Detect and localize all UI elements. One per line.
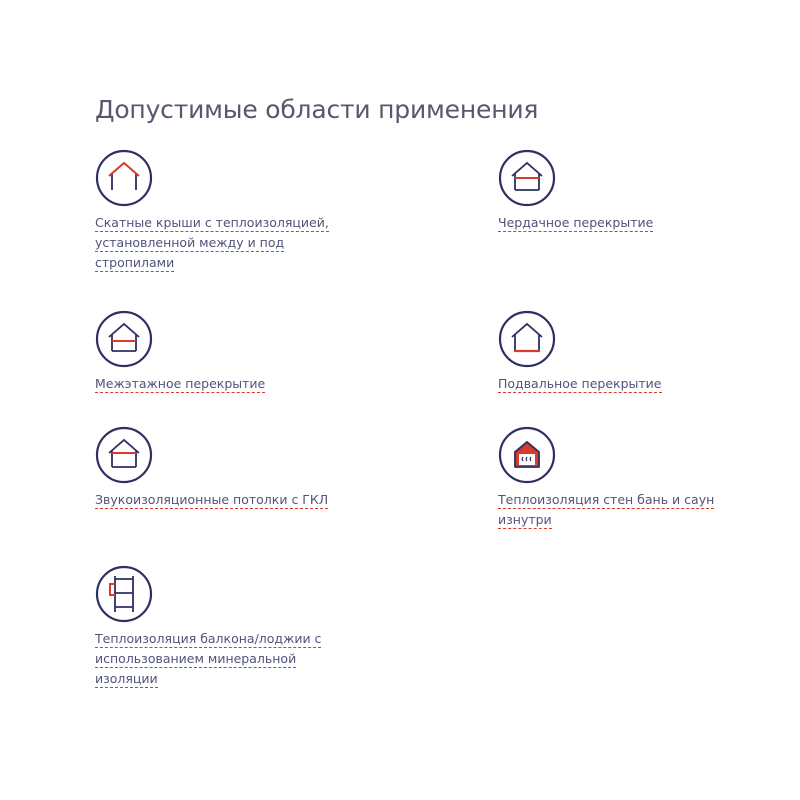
application-item-soundproof-ceiling <box>95 426 345 510</box>
application-link-balcony[interactable]: Теплоизоляция балкона/лоджии с использованием минеральной изоляции <box>95 631 322 686</box>
attic-floor-icon <box>498 149 556 207</box>
pitched-roof-icon <box>95 149 153 207</box>
application-item-interfloor-floor <box>95 310 345 394</box>
soundproof-ceiling-icon <box>95 426 153 484</box>
application-item-basement-floor <box>498 310 748 394</box>
application-link-basement-floor[interactable]: Подвальное перекрытие <box>498 376 662 391</box>
interfloor-floor-icon <box>95 310 153 368</box>
application-item-pitched-roof <box>95 149 345 273</box>
application-item-attic-floor <box>498 149 748 233</box>
application-item-sauna-walls <box>498 426 748 530</box>
balcony-icon <box>95 565 153 623</box>
page-title: Допустимые области применения <box>95 95 539 124</box>
application-link-soundproof-ceiling[interactable]: Звукоизоляционные потолки с ГКЛ <box>95 492 329 507</box>
sauna-walls-icon <box>498 426 556 484</box>
application-link-interfloor-floor[interactable]: Межэтажное перекрытие <box>95 376 266 391</box>
application-link-pitched-roof[interactable]: Скатные крыши с теплоизоляцией, установленной между и под стропилами <box>95 215 329 270</box>
application-link-attic-floor[interactable]: Чердачное перекрытие <box>498 215 654 230</box>
basement-floor-icon <box>498 310 556 368</box>
application-item-balcony <box>95 565 345 689</box>
application-link-sauna-walls[interactable]: Теплоизоляция стен бань и саун изнутри <box>498 492 715 527</box>
